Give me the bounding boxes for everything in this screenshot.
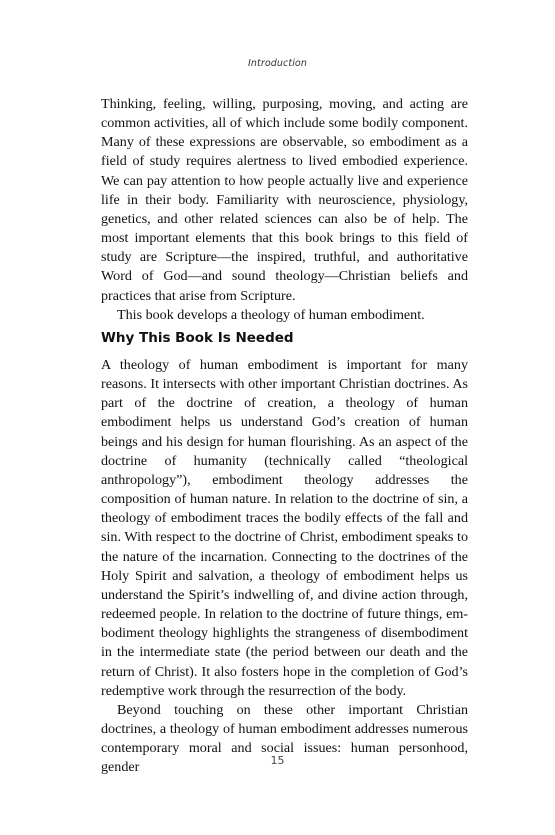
section-text-block [101,356,468,777]
paragraph-book-purpose: This book develops a theology of human embodiment. [117,306,425,323]
paragraph-doctrines: A theology of human embodiment is important for many reasons. It intersects with other important Christian doctrines. As part of the doctrine of creation, a theology of human embodiment helps us understand God’s creation of human beings and his design for human flourishing. As an aspect of the doctrine of humanity (technically called “theological anthropology”), embodiment theology addresses the composition of human nature. In relation to the doctrine of sin, a theology of embodiment traces the bodily effects of the fall and sin. With respect to the doctrine of Christ, embodiment speaks to the nature of the incarnation. Connecting to the doctrines of the Holy Spirit and salvation, a theology of embodiment helps us understand the Spirit’s indwelling of, and divine action through, redeemed people. In relation to the doctrine of future things, embodiment theology highlights the strangeness of disembodiment in the intermediate state (the period between our death and the return of Christ). It also fosters hope in the completion of God’s redemptive work through the resurrection of the body. [101,357,468,699]
section-heading: Why This Book Is Needed [101,330,294,346]
paragraph-moral-issues: Beyond touching on these other important Christian doctrines, a theology of human embodiment addresses numerous contemporary moral and social issues: human personhood, gender [101,701,468,776]
intro-text-block [101,95,468,325]
paragraph-embodiment-activities: Thinking, feeling, willing, purposing, moving, and acting are common activities, all of which include some bodily component. Many of these expressions are observable, so embodiment as a field of study requires alertness to lived embodied experience. We can pay attention to how people actually live and experience life in their body. Familiarity with neuroscience, physiology, genetics, and other related sciences can also be of help. The most important elements that this book brings to this field of study are Scripture—the inspired, truthful, and authoritative Word of God—and sound theology—Christian beliefs and practices that arise from Scripture. [101,96,468,304]
page-number: 15 [270,754,285,767]
running-head: Introduction [248,58,307,69]
